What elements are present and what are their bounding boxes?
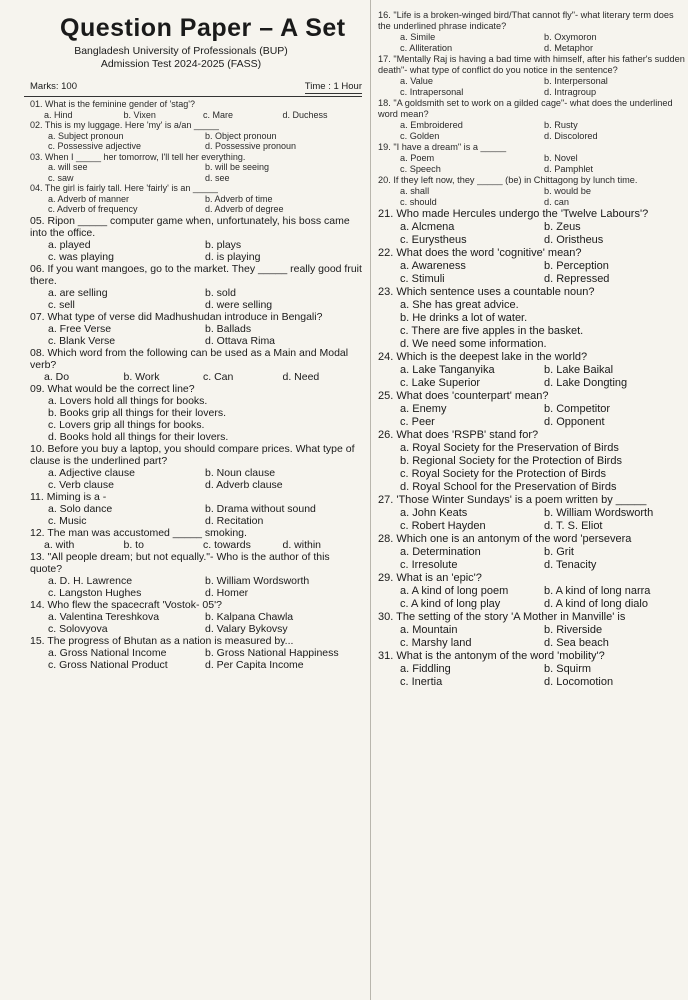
question-text: 31. What is the antonym of the word 'mobility'?	[378, 650, 605, 662]
question-text: 04. The girl is fairly tall. Here 'fairly' is an _____	[30, 183, 218, 193]
answer-option: d. see	[205, 172, 230, 183]
answer-option: a. shall	[400, 186, 430, 196]
option-group	[378, 364, 688, 390]
answer-option: a. Adjective clause	[48, 466, 135, 479]
answer-option: c. saw	[48, 172, 74, 183]
answer-option: a. Enemy	[400, 403, 447, 415]
answer-option: b. to	[123, 538, 144, 551]
question-item	[30, 347, 362, 383]
answer-option: a. Gross National Income	[48, 646, 167, 659]
answer-option: d. A kind of long dialo	[544, 598, 648, 610]
answer-option: b. Books grip all things for their lovers.	[48, 406, 226, 419]
option-group	[30, 467, 362, 491]
answer-option: b. Kalpana Chawla	[205, 610, 294, 623]
question-item	[378, 494, 688, 533]
answer-option: a. played	[48, 238, 91, 251]
option-group	[378, 585, 688, 611]
question-text: 25. What does 'counterpart' mean?	[378, 390, 549, 402]
answer-option: a. Determination	[400, 546, 481, 558]
answer-option: d. Books hold all things for their lovers.	[48, 430, 229, 443]
answer-option: b. would be	[544, 186, 591, 196]
answer-option: d. Per Capita Income	[205, 658, 304, 671]
answer-option: d. can	[544, 197, 570, 207]
header-rule	[24, 96, 362, 97]
question-text: 10. Before you buy a laptop, you should compare prices. What type of clause is the underlined part?	[30, 442, 355, 467]
answer-option: a. Mountain	[400, 624, 458, 636]
answer-option: c. Langston Hughes	[48, 586, 142, 599]
option-group	[378, 403, 688, 429]
question-text: 02. This is my luggage. Here 'my' is a/an _____	[30, 120, 219, 130]
option-group	[378, 221, 688, 247]
question-item	[30, 99, 362, 120]
answer-option: d. Discolored	[544, 131, 598, 141]
answer-option: d. Duchess	[282, 109, 328, 120]
answer-option: a. D. H. Lawrence	[48, 574, 133, 587]
option-group	[378, 507, 688, 533]
marks-label: Marks: 100	[30, 81, 77, 92]
option-group	[30, 194, 362, 215]
option-group	[378, 186, 688, 208]
answer-option: a. A kind of long poem	[400, 585, 509, 597]
option-group	[30, 323, 362, 347]
option-group	[30, 162, 362, 183]
option-group	[30, 647, 362, 671]
question-text: 24. Which is the deepest lake in the world?	[378, 351, 588, 363]
answer-option: c. Intrapersonal	[400, 87, 464, 97]
question-item	[378, 247, 688, 286]
answer-option: a. John Keats	[400, 507, 468, 519]
answer-option: a. are selling	[48, 286, 108, 299]
question-text: 09. What would be the correct line?	[30, 382, 195, 395]
question-text: 14. Who flew the spacecraft 'Vostok- 05'?	[30, 598, 222, 611]
answer-option: a. Subject pronoun	[48, 130, 124, 141]
answer-option: a. Solo dance	[48, 502, 113, 515]
question-text: 30. The setting of the story 'A Mother in Manville' is	[378, 611, 626, 623]
answer-option: c. A kind of long play	[400, 598, 501, 610]
answer-option: b. Object pronoun	[205, 130, 277, 141]
option-group	[30, 131, 362, 152]
answer-option: b. Vixen	[123, 109, 156, 120]
time-label: Time : 1 Hour	[304, 81, 362, 92]
answer-option: d. Repressed	[544, 273, 610, 285]
question-text: 22. What does the word 'cognitive' mean?	[378, 247, 582, 259]
answer-option: b. Novel	[544, 153, 578, 163]
question-text: 26. What does 'RSPB' stand for?	[378, 429, 539, 441]
answer-option: b. Gross National Happiness	[205, 646, 339, 659]
question-item	[378, 533, 688, 572]
question-item	[378, 98, 688, 142]
answer-option: c. should	[400, 197, 437, 207]
answer-option: b. plays	[205, 238, 242, 251]
answer-option: c. Possessive adjective	[48, 141, 142, 151]
option-group	[30, 503, 362, 527]
answer-option: d. Royal School for the Preservation of Birds	[400, 481, 617, 493]
question-item	[30, 443, 362, 491]
answer-option: d. is playing	[205, 250, 261, 263]
answer-option: a. Value	[400, 76, 434, 86]
right-column	[372, 0, 688, 1000]
question-text: 21. Who made Hercules undergo the 'Twelve Labours'?	[378, 208, 649, 220]
answer-option: d. Valary Bykovsy	[205, 622, 288, 635]
question-text: 13. "All people dream; but not equally."- Who is the author of this quote?	[30, 550, 330, 575]
answer-option: b. Work	[123, 370, 160, 383]
institution-name: Bangladesh University of Professionals (BUP)	[74, 45, 288, 57]
answer-option: b. Drama without sound	[205, 502, 316, 515]
answer-option: c. towards	[203, 538, 251, 551]
option-group	[378, 153, 688, 175]
answer-option: a. Simile	[400, 32, 436, 42]
option-group	[30, 575, 362, 599]
answer-option: c. Gross National Product	[48, 658, 168, 671]
answer-option: b. Zeus	[544, 221, 581, 233]
option-group	[30, 371, 362, 383]
question-item	[378, 286, 688, 351]
option-group	[30, 611, 362, 635]
question-item	[30, 491, 362, 527]
question-text: 06. If you want mangoes, go to the market. They _____ really good fruit there.	[30, 262, 362, 287]
question-item	[30, 551, 362, 599]
answer-option: c. Adverb of frequency	[48, 204, 138, 214]
question-text: 07. What type of verse did Madhushudan introduce in Bengali?	[30, 310, 323, 323]
paper-title: Question Paper – A Set	[60, 14, 346, 42]
answer-option: a. Adverb of manner	[48, 193, 130, 204]
option-group	[30, 539, 362, 551]
answer-option: b. William Wordsworth	[544, 507, 654, 519]
question-text: 29. What is an 'epic'?	[378, 572, 482, 584]
question-item	[30, 527, 362, 551]
question-text: 03. When I _____ her tomorrow, I'll tell her everything.	[30, 151, 246, 162]
question-item	[378, 175, 688, 208]
answer-option: c. Royal Society for the Protection of Birds	[400, 468, 607, 480]
answer-option: d. Adverb of degree	[205, 204, 284, 214]
right-question-list	[378, 10, 688, 689]
answer-option: b. Perception	[544, 260, 609, 272]
question-item	[30, 599, 362, 635]
option-group	[30, 287, 362, 311]
answer-option: d. Metaphor	[544, 43, 594, 53]
answer-option: c. Marshy land	[400, 637, 472, 649]
answer-option: b. Squirm	[544, 663, 592, 675]
question-text: 15. The progress of Bhutan as a nation is measured by...	[30, 634, 294, 647]
answer-option: d. Oristheus	[544, 234, 604, 246]
question-text: 28. Which one is an antonym of the word 'persevera	[378, 533, 632, 545]
question-item	[30, 635, 362, 671]
answer-option: c. Stimuli	[400, 273, 445, 285]
question-item	[378, 572, 688, 611]
option-group	[378, 120, 688, 142]
answer-option: a. will see	[48, 162, 88, 172]
question-item	[30, 152, 362, 184]
option-group	[378, 624, 688, 650]
answer-option: c. Golden	[400, 131, 440, 141]
question-text: 12. The man was accustomed _____ smoking.	[30, 526, 247, 539]
answer-option: b. will be seeing	[205, 162, 270, 172]
answer-option: a. Hind	[44, 109, 73, 120]
question-item	[30, 263, 362, 311]
marks-time-row	[30, 81, 362, 94]
answer-option: a. Free Verse	[48, 322, 112, 335]
option-group	[378, 546, 688, 572]
question-item	[378, 611, 688, 650]
answer-option: d. Recitation	[205, 514, 264, 527]
option-group	[378, 76, 688, 98]
answer-option: d. Homer	[205, 586, 249, 599]
question-item	[30, 383, 362, 443]
answer-option: b. Riverside	[544, 624, 603, 636]
answer-option: d. Intragroup	[544, 87, 597, 97]
answer-option: c. Robert Hayden	[400, 520, 486, 532]
answer-option: a. Alcmena	[400, 221, 455, 233]
option-group	[378, 32, 688, 54]
option-group	[378, 442, 688, 494]
question-text: 19. "I have a dream" is a _____	[378, 142, 507, 152]
answer-option: d. Sea beach	[544, 637, 609, 649]
answer-option: b. Competitor	[544, 403, 611, 415]
answer-option: a. Poem	[400, 153, 435, 163]
answer-option: b. Oxymoron	[544, 32, 597, 42]
answer-option: c. Inertia	[400, 676, 443, 688]
question-text: 20. If they left now, they _____ (be) in Chittagong by lunch time.	[378, 175, 638, 185]
answer-option: b. Lake Baikal	[544, 364, 614, 376]
option-group	[30, 110, 362, 121]
question-item	[378, 208, 688, 247]
question-text: 05. Ripon _____ computer game when, unfortunately, his boss came into the office.	[30, 214, 350, 239]
answer-option: d. We need some information.	[400, 338, 547, 350]
answer-option: b. Ballads	[205, 322, 252, 335]
answer-option: c. Eurystheus	[400, 234, 467, 246]
left-question-list	[30, 99, 362, 671]
answer-option: d. Ottava Rima	[205, 334, 276, 347]
question-item	[378, 10, 688, 54]
answer-option: d. Opponent	[544, 416, 605, 428]
answer-option: a. Lake Tanganyika	[400, 364, 495, 376]
answer-option: c. was playing	[48, 250, 114, 263]
question-text: 27. 'Those Winter Sundays' is a poem written by _____	[378, 494, 647, 506]
question-item	[30, 120, 362, 152]
option-group	[378, 299, 688, 351]
answer-option: b. He drinks a lot of water.	[400, 312, 528, 324]
question-item	[378, 351, 688, 390]
answer-option: b. Adverb of time	[205, 193, 273, 204]
answer-option: d. were selling	[205, 298, 273, 311]
answer-option: a. Awareness	[400, 260, 466, 272]
answer-option: b. A kind of long narra	[544, 585, 651, 597]
question-text: 17. "Mentally Raj is having a bad time with himself, after his father's sudden death"- what type of conflict do you notice in the sentence?	[378, 54, 685, 75]
answer-option: b. Rusty	[544, 120, 578, 130]
answer-option: b. William Wordsworth	[205, 574, 310, 587]
answer-option: c. sell	[48, 298, 75, 311]
question-text: 16. "Life is a broken-winged bird/That cannot fly"- what literary term does the underlined phrase indicate?	[378, 10, 674, 31]
answer-option: c. Mare	[203, 109, 234, 120]
answer-option: b. Noun clause	[205, 466, 276, 479]
answer-option: a. with	[44, 538, 75, 551]
answer-option: a. Do	[44, 370, 70, 383]
answer-option: c. Verb clause	[48, 478, 114, 491]
question-item	[378, 142, 688, 175]
answer-option: c. Blank Verse	[48, 334, 116, 347]
question-item	[378, 54, 688, 98]
question-item	[30, 183, 362, 215]
question-item	[378, 390, 688, 429]
answer-option: d. Need	[282, 370, 320, 383]
answer-option: c. Music	[48, 514, 87, 527]
answer-option: c. Peer	[400, 416, 435, 428]
answer-option: d. Possessive pronoun	[205, 141, 297, 151]
answer-option: c. There are five apples in the basket.	[400, 325, 584, 337]
option-group	[30, 239, 362, 263]
question-item	[30, 311, 362, 347]
exam-name: Admission Test 2024-2025 (FASS)	[100, 58, 262, 70]
answer-option: c. Alliteration	[400, 43, 453, 53]
answer-option: c. Lake Superior	[400, 377, 481, 389]
answer-option: a. Embroidered	[400, 120, 463, 130]
answer-option: a. Valentina Tereshkova	[48, 610, 160, 623]
option-group	[30, 395, 362, 443]
answer-option: c. Irresolute	[400, 559, 458, 571]
answer-option: d. within	[282, 538, 322, 551]
question-item	[378, 429, 688, 494]
answer-option: d. T. S. Eliot	[544, 520, 603, 532]
answer-option: b. Regional Society for the Protection of Birds	[400, 455, 622, 467]
answer-option: c. Lovers grip all things for books.	[48, 418, 205, 431]
answer-option: c. Solovyova	[48, 622, 108, 635]
question-item	[378, 650, 688, 689]
answer-option: a. Fiddling	[400, 663, 451, 675]
answer-option: d. Tenacity	[544, 559, 597, 571]
option-group	[378, 260, 688, 286]
option-group	[378, 663, 688, 689]
answer-option: d. Pamphlet	[544, 164, 594, 174]
answer-option: d. Adverb clause	[205, 478, 283, 491]
question-text: 23. Which sentence uses a countable noun?	[378, 286, 595, 298]
answer-option: d. Locomotion	[544, 676, 614, 688]
question-item	[30, 215, 362, 263]
question-text: 08. Which word from the following can be used as a Main and Modal verb?	[30, 346, 349, 371]
answer-option: b. Interpersonal	[544, 76, 608, 86]
answer-option: a. Royal Society for the Preservation of Birds	[400, 442, 619, 454]
answer-option: b. Grit	[544, 546, 574, 558]
answer-option: a. She has great advice.	[400, 299, 519, 311]
answer-option: b. sold	[205, 286, 236, 299]
answer-option: a. Lovers hold all things for books.	[48, 394, 208, 407]
answer-option: d. Lake Dongting	[544, 377, 628, 389]
question-text: 18. "A goldsmith set to work on a gilded cage"- what does the underlined word mean?	[378, 98, 673, 119]
answer-option: c. Can	[203, 370, 234, 383]
question-text: 01. What is the feminine gender of 'stag'?	[30, 99, 196, 109]
question-text: 11. Miming is a -	[30, 490, 107, 503]
answer-option: c. Speech	[400, 164, 441, 174]
